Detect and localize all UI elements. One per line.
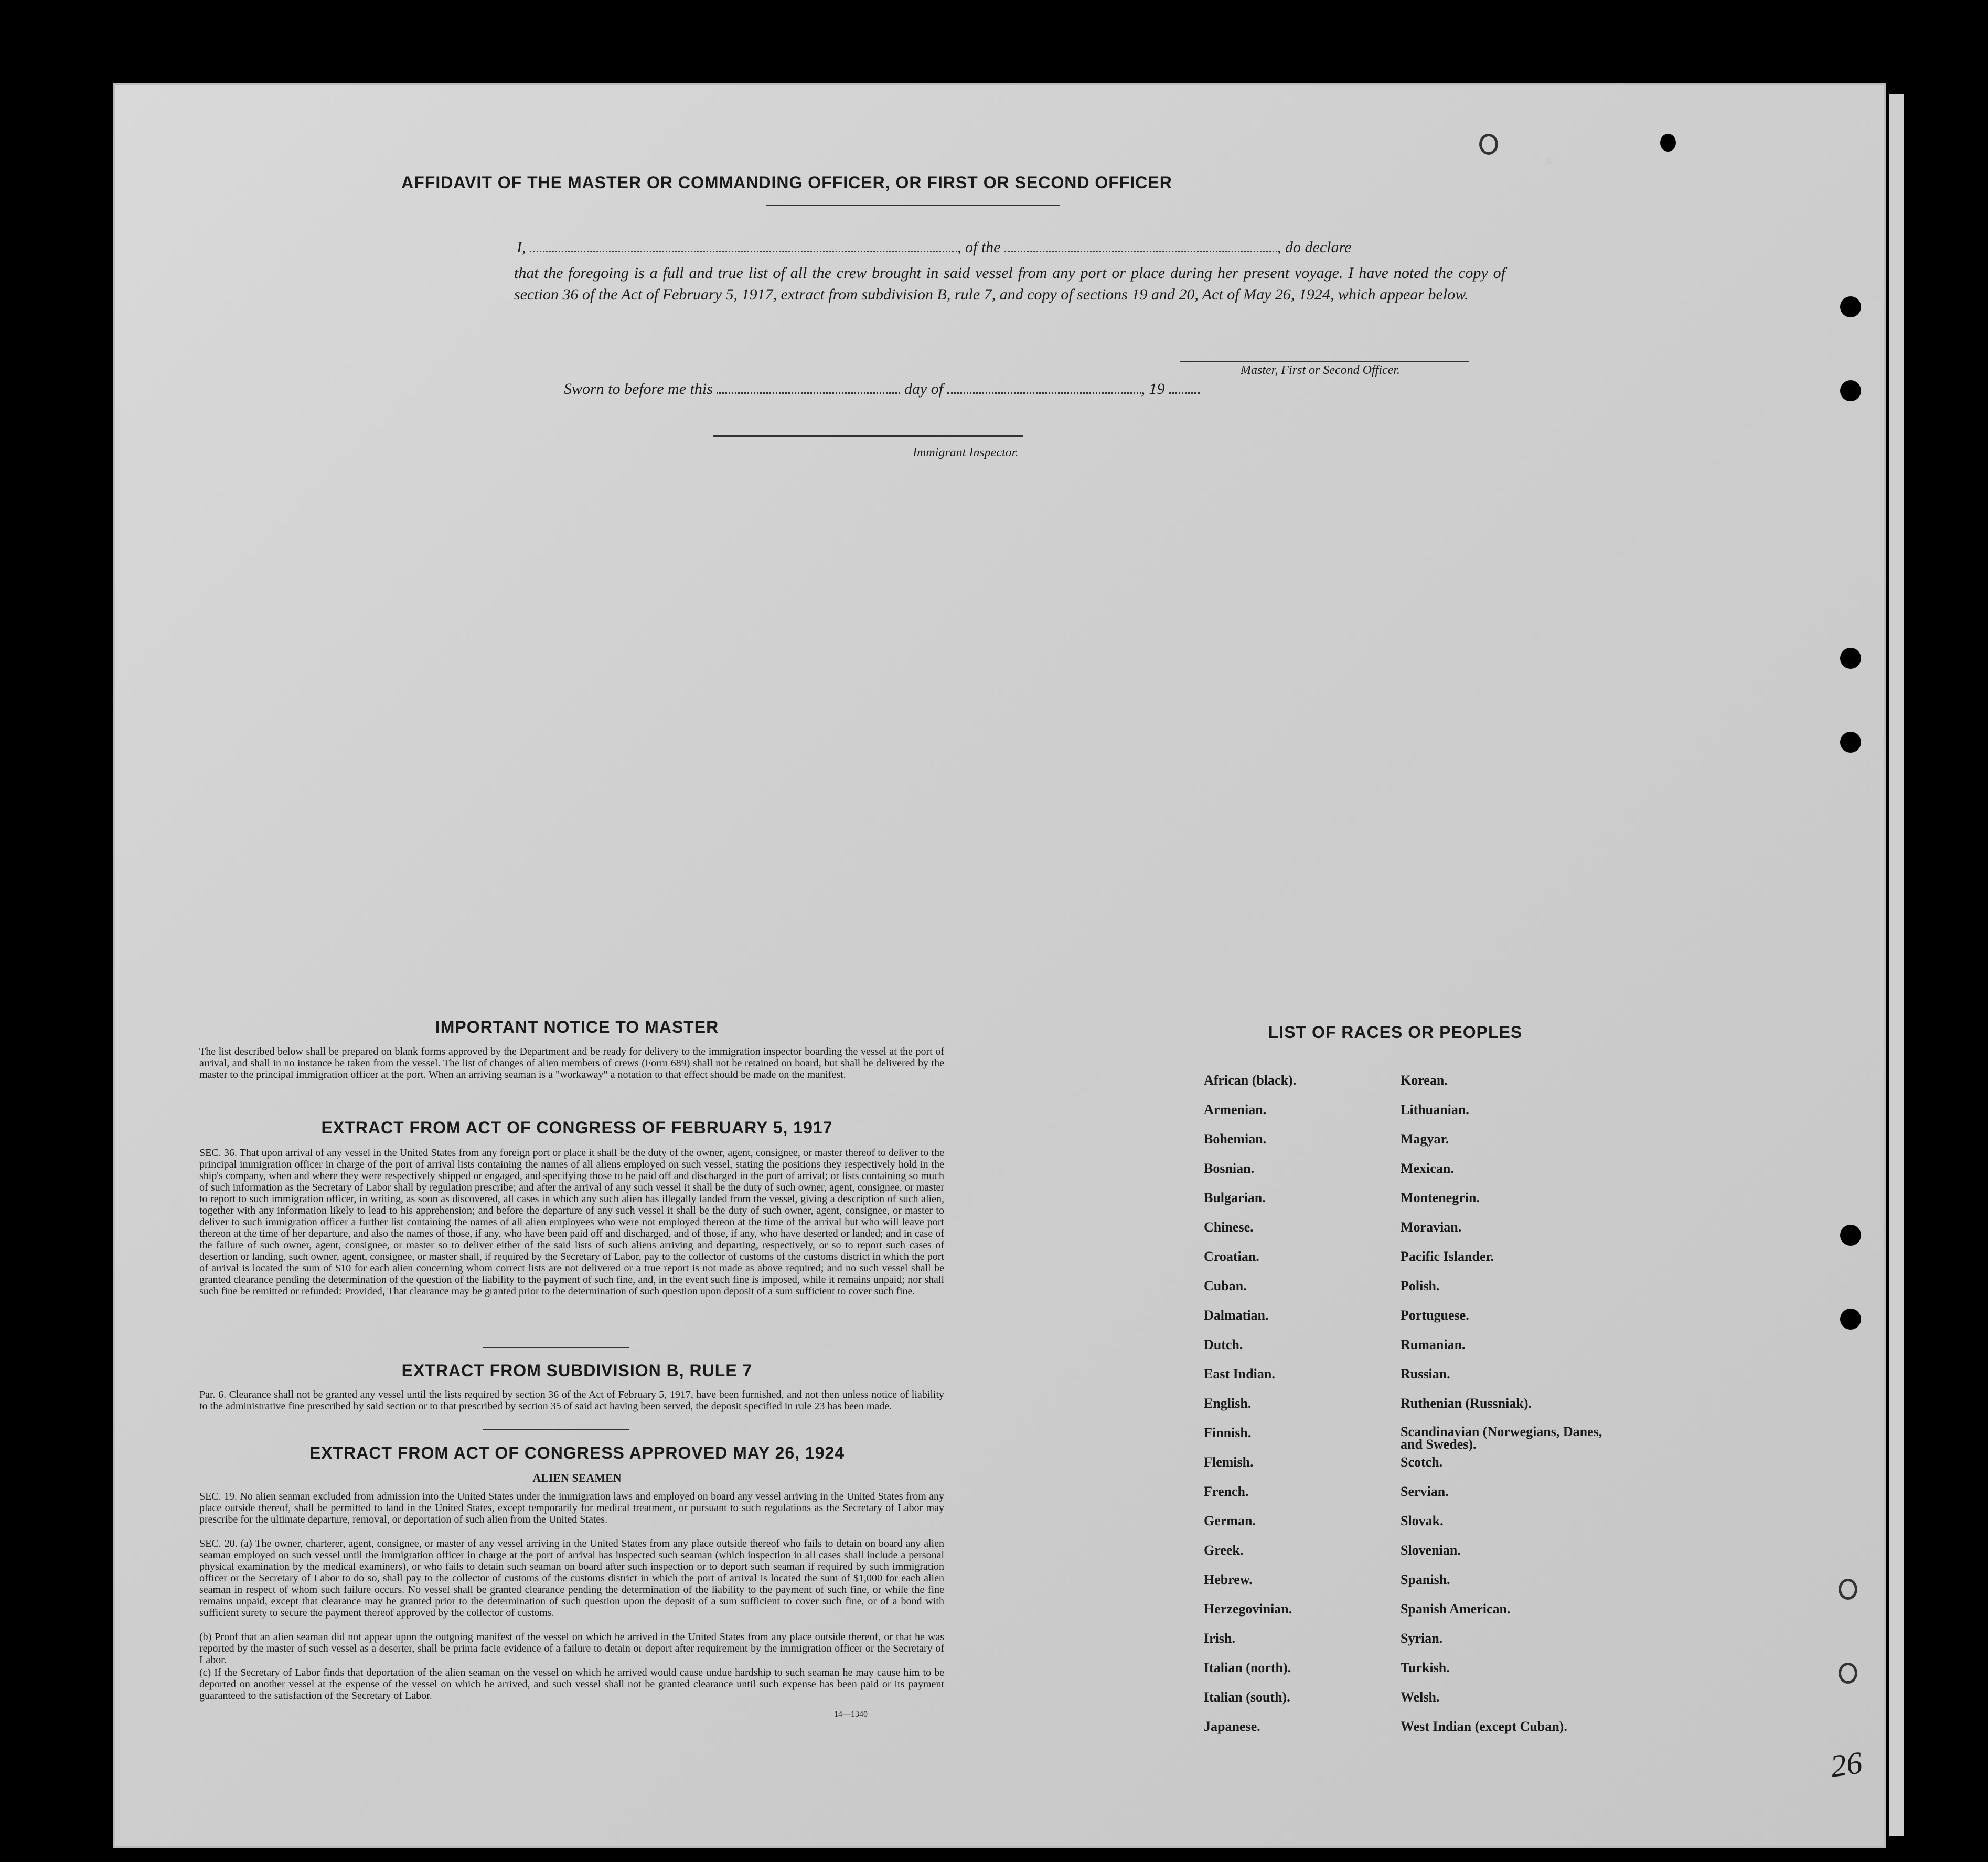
race-item: Spanish American. — [1401, 1601, 1511, 1617]
race-item: Magyar. — [1401, 1131, 1449, 1147]
extract-1924-sec20c: (c) If the Secretary of Labor finds that deportation of the alien seaman on the vessel on which he arrived would cause undue hardship to such seaman he may cause him to be deported on another vessel at the expense of the vessel on which he arrived, and such vessel shall not be granted clearance until such expense has been paid or its payment guaranteed to the satisfaction of the Secretary of Labor. — [199, 1667, 944, 1702]
vessel-blank[interactable] — [1004, 251, 1277, 252]
punch-hole — [1840, 1225, 1861, 1246]
extract-1924-sec20b: (b) Proof that an alien seaman did not appear upon the outgoing manifest of the vessel on which he arrived in the United States from any place outside thereof, or that he was reported by the master of such vessel as a deserter, shall be prima facie evidence of a failure to detain or deport after requirement by the immigration officer or the Secretary of Labor. — [199, 1631, 944, 1666]
punch-hole-ring — [1479, 134, 1498, 155]
race-item: Korean. — [1401, 1073, 1448, 1088]
race-item: Welsh. — [1401, 1689, 1440, 1705]
race-item: German. — [1204, 1513, 1256, 1528]
race-item: Hebrew. — [1204, 1572, 1253, 1587]
affidavit-title: AFFIDAVIT OF THE MASTER OR COMMANDING OFFICER, OR FIRST OR SECOND OFFICER — [401, 173, 1172, 192]
affidavit-i-label: I, — [517, 239, 526, 256]
punch-hole-ring — [1839, 1663, 1857, 1684]
race-item: Scotch. — [1401, 1454, 1443, 1470]
sworn-month-blank[interactable] — [947, 392, 1141, 394]
race-item: Dutch. — [1204, 1337, 1243, 1352]
sworn-year-label: , 19 — [1141, 380, 1165, 398]
extract-1924-sec19: SEC. 19. No alien seaman excluded from admission into the United States under the immigration laws and employed on board any vessel arriving in the United States from any place outside thereof, shall be permitted to land in the United States, except temporarily for medical treatment, or pursuant to such regulations as the Secretary of Labor may prescribe for the ultimate departure, removal, or deportation of such alien from the United States. — [199, 1491, 944, 1525]
race-item: Cuban. — [1204, 1278, 1247, 1293]
race-item: East Indian. — [1204, 1366, 1275, 1382]
notice-text: The list described below shall be prepared on blank forms approved by the Department and be ready for delivery to the immigration inspector boarding the vessel at the port of arrival, and shall in no instance be taken from the vessel. The list of changes of alien members of crews (Form 689) shall not be retained on board, but shall be delivered by the master to the principal immigration officer at the port. When an arriving seaman is a "workaway" a notation to that effect should be made on the manifest. — [199, 1046, 944, 1080]
inspector-signature-line[interactable] — [713, 435, 1023, 437]
race-item: Croatian. — [1204, 1249, 1259, 1264]
master-signature-line[interactable] — [1180, 361, 1469, 362]
master-label: Master, First or Second Officer. — [1241, 363, 1400, 377]
affidavit-declare-label: , do declare — [1277, 239, 1352, 256]
race-item: Polish. — [1401, 1278, 1440, 1293]
notice-title: IMPORTANT NOTICE TO MASTER — [435, 1018, 719, 1036]
race-item: Slovak. — [1401, 1513, 1444, 1528]
race-item: Japanese. — [1204, 1719, 1260, 1734]
faded-header-title — [1547, 157, 1548, 164]
sworn-prefix: Sworn to before me this — [564, 380, 713, 398]
races-right-column — [1401, 1073, 1621, 1749]
race-item: African (black). — [1204, 1073, 1297, 1088]
extract-1924-subtitle: ALIEN SEAMEN — [532, 1471, 622, 1484]
race-item: Syrian. — [1401, 1631, 1443, 1646]
race-item: Spanish. — [1401, 1572, 1450, 1587]
extract-rule7-title: EXTRACT FROM SUBDIVISION B, RULE 7 — [401, 1361, 753, 1380]
inspector-label: Immigrant Inspector. — [913, 446, 1019, 459]
race-item: French. — [1204, 1484, 1249, 1499]
race-item: Italian (south). — [1204, 1689, 1290, 1705]
sworn-line — [564, 380, 1298, 398]
race-item: Bulgarian. — [1204, 1190, 1266, 1205]
race-item: Slovenian. — [1401, 1543, 1461, 1558]
race-item: Rumanian. — [1401, 1337, 1466, 1352]
race-item: Armenian. — [1204, 1102, 1267, 1117]
extract-1924-title: EXTRACT FROM ACT OF CONGRESS APPROVED MAY 26, 1924 — [309, 1443, 845, 1462]
extract-1917-text: SEC. 36. That upon arrival of any vessel in the United States from any foreign port or place it shall be the duty of the owner, agent, consignee, or master thereof to deliver to the principal immigration officer in charge of the port of arrival lists containing the names of all aliens employed on such vessel, stating the positions they respectively hold in the ship's company, when and where they were respectively shipped or engaged, and specifying those to be paid off and discharged in the port of arrival; or lists containing so much of such information as the Secretary of Labor shall by regulation prescribe; and after the arrival of any such vessel it shall be the duty of such owner, agent, consignee, or master to report to such immigration officer, in writing, as soon as discovered, all cases in which any such alien has illegally landed from the vessel, giving a description of such alien, together with any information likely to lead to his apprehension; and before the departure of any such vessel it shall be the duty of such owner, agent, consignee, or master to deliver to such immigration officer a further list containing the names of all alien employees who were not employed thereon at the time of the arrival but who will leave port thereon at the time of her departure, and also the names of those, if any, who have been paid off and discharged, and of those, if any, who have deserted or landed; and in case of the failure of such owner, agent, consignee, or master so to deliver either of the said lists of such aliens arriving and departing, respectively, or so to report such cases of desertion or landing, such owner, agent, consignee, or master shall, if required by the Secretary of Labor, pay to the collector of customs of the customs district in which the port of arrival is located the sum of $10 for each alien concerning whom correct lists are not delivered or a true report is not made as above required; and no such vessel shall be granted clearance pending the determination of the question of the liability to the payment of such fine, and, in the event such fine is imposed, while it remains unpaid; nor shall such fine be remitted or refunded: Provided, That clearance may be granted prior to the determination of such question upon deposit of a sum sufficient to cover such fine. — [199, 1147, 944, 1297]
race-item: Herzegovinian. — [1204, 1601, 1292, 1617]
race-item: Pacific Islander. — [1401, 1249, 1494, 1264]
extract-1924-sec20a: SEC. 20. (a) The owner, charterer, agent, consignee, or master of any vessel arriving in the United States from any place outside thereof who fails to detain on board any alien seaman employed on such vessel until the immigration officer in charge at the port of arrival has inspected such seaman (which inspection in all cases shall include a personal physical examination by the medical examiners), or who fails to detain such seaman on board after such inspection or to deport such seaman if required by such immigration officer or the Secretary of Labor to do so, shall pay to the collector of customs of the customs district in which the port of arrival is located the sum of $1,000 for each alien seaman in respect of whom such failure occurs. No vessel shall be granted clearance pending the determination of the liability to the payment of such fine, or while the fine remains unpaid, except that clearance may be granted prior to the determination of such question upon the deposit of a sum sufficient to cover such fine, or of a bond with sufficient surety to secure the payment thereof approved by the collector of customs. — [199, 1538, 944, 1619]
punch-hole — [1840, 380, 1861, 401]
handwritten-page-number: 26 — [1828, 1745, 1865, 1784]
sworn-day-blank[interactable] — [717, 392, 900, 394]
race-item: Chinese. — [1204, 1219, 1254, 1235]
race-item: Bohemian. — [1204, 1131, 1267, 1147]
punch-hole — [1840, 296, 1861, 317]
punch-hole — [1660, 134, 1676, 152]
races-left-column — [1204, 1073, 1382, 1749]
race-item: Scandinavian (Norwegians, Danes, and Swedes). — [1401, 1424, 1602, 1452]
race-item: Portuguese. — [1401, 1308, 1469, 1323]
race-item: Moravian. — [1401, 1219, 1462, 1235]
race-item: Mexican. — [1401, 1161, 1454, 1176]
race-item: English. — [1204, 1396, 1252, 1411]
race-item: Finnish. — [1204, 1425, 1252, 1440]
race-item: Servian. — [1401, 1484, 1449, 1499]
affidavit-of-the-label: , of the — [957, 239, 1001, 256]
race-item: Montenegrin. — [1401, 1190, 1480, 1205]
sworn-year-blank[interactable] — [1169, 392, 1200, 394]
race-item: Italian (north). — [1204, 1660, 1291, 1675]
race-item: Greek. — [1204, 1543, 1244, 1558]
race-item: Bosnian. — [1204, 1161, 1255, 1176]
form-number: 14—1340 — [834, 1710, 868, 1719]
sworn-day-label: day of — [904, 380, 944, 398]
races-title: LIST OF RACES OR PEOPLES — [1268, 1023, 1523, 1042]
punch-hole — [1840, 1309, 1861, 1330]
race-item: Lithuanian. — [1401, 1102, 1469, 1117]
race-item: Flemish. — [1204, 1454, 1254, 1470]
extract-rule7-text: Par. 6. Clearance shall not be granted any vessel until the lists required by section 36 of the Act of February 5, 1917, have been furnished, and not then unless notice of liability to the administrative fine prescribed by said section or to that prescribed by section 35 of said act having been served, the deposit specified in rule 23 has been made. — [199, 1389, 944, 1412]
affidavit-body: that the foregoing is a full and true list of all the crew brought in said vessel from any port or place during her present voyage. I have noted the copy of section 36 of the Act of February 5, 1917, extract from subdivision B, rule 7, and copy of sections 19 and 20, Act of May 26, 1924, which appear below. — [514, 264, 1505, 303]
divider — [483, 1429, 629, 1430]
race-item: Russian. — [1401, 1366, 1450, 1382]
affidavit-declaration-line — [517, 237, 1503, 258]
race-item: Irish. — [1204, 1631, 1235, 1646]
race-item: Ruthenian (Russniak). — [1401, 1396, 1532, 1411]
race-item: Dalmatian. — [1204, 1308, 1269, 1323]
punch-hole — [1840, 648, 1861, 669]
divider — [483, 1347, 629, 1348]
punch-hole-ring — [1839, 1579, 1857, 1600]
page-edge — [1889, 94, 1904, 1836]
extract-1917-title: EXTRACT FROM ACT OF CONGRESS OF FEBRUARY 5, 1917 — [321, 1118, 833, 1137]
race-item: West Indian (except Cuban). — [1401, 1719, 1567, 1734]
race-item: Turkish. — [1401, 1660, 1450, 1675]
name-blank[interactable] — [530, 251, 957, 252]
punch-hole — [1840, 732, 1861, 753]
divider — [766, 205, 1060, 206]
